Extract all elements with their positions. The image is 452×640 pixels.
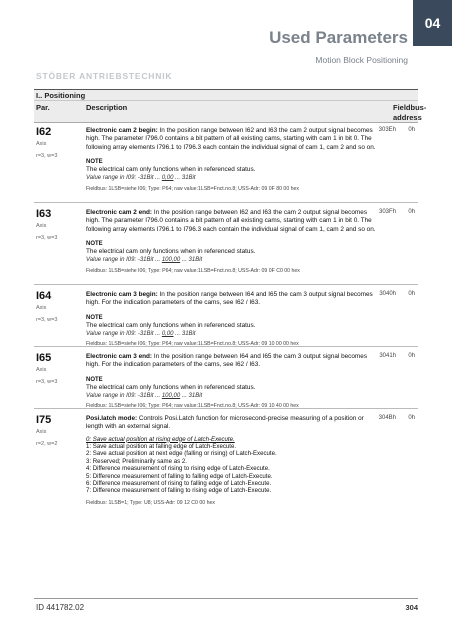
note-label: NOTE xyxy=(86,240,103,247)
param-cell xyxy=(36,208,82,241)
fieldbus-info: Fieldbus: 1LSB=siehe I06; Type: P64; raw value:1LSB=Fnct.no.8; USS-Adr: 09 0F C0 00 hex xyxy=(86,267,300,274)
param-label: Electronic cam 3 end: xyxy=(86,353,153,360)
column-par: Par. xyxy=(36,103,50,112)
param-axis: Axis xyxy=(36,305,47,311)
page-subtitle: Motion Block Positioning xyxy=(315,55,408,65)
param-cell xyxy=(36,290,82,323)
param-axis: Axis xyxy=(36,141,47,147)
note-text: The electrical cam only functions when in referenced status. xyxy=(86,248,256,256)
fieldbus-info: Fieldbus: 1LSB=siehe I06; Type: P64; raw value:1LSB=Fnct.no.8; USS-Adr: 09 10 40 00 hex xyxy=(86,403,299,410)
page-number: 304 xyxy=(405,603,418,612)
option-item: 4: Difference measurement of rising to rising edge of Latch-Execute. xyxy=(86,465,270,473)
value-range: Value range in I09: -31Bit ... 100,00 ... 31Bit xyxy=(86,393,203,400)
fieldbus-address: 303Fh xyxy=(378,209,396,215)
section-heading: I.. Positioning xyxy=(34,89,418,101)
fieldbus-subindex: 0h xyxy=(408,127,415,133)
param-access: r=2, w=2 xyxy=(36,441,58,447)
fieldbus-subindex: 0h xyxy=(408,353,415,359)
param-code: I64 xyxy=(36,290,52,302)
param-access: r=3, w=3 xyxy=(36,317,58,323)
fieldbus-info: Fieldbus: 1LSB=siehe I06; Type: P64; raw value:1LSB=Fnct.no.8; USS-Adr: 09 10 00 00 hex xyxy=(86,341,299,348)
fieldbus-subindex: 0h xyxy=(408,209,415,215)
table-row-i62 xyxy=(34,124,418,203)
value-range: Value range in I09: -31Bit ... 0,00 ... 31Bit xyxy=(86,175,196,182)
note-text: The electrical cam only functions when in referenced status. xyxy=(86,383,256,391)
param-access: r=3, w=3 xyxy=(36,153,58,159)
param-code: I62 xyxy=(36,126,52,138)
value-range: Value range in I09: -31Bit ... 100,00 ... 31Bit xyxy=(86,257,203,264)
fieldbus-address: 304Bh xyxy=(378,415,396,421)
chapter-tab: 04 xyxy=(413,0,452,46)
description-cell xyxy=(86,291,382,349)
param-code: I63 xyxy=(36,208,52,220)
param-text: In the position range between I62 and I63 the cam 2 output signal becomes high. The parameter I796.0 contains a bit pattern of all existing cams, starting with cam 1 in bit 0. The following array elements I796.1 to I796.3 each contain the individual signal of cam 1, cam 2 and so on. xyxy=(86,127,376,151)
param-access: r=3, w=3 xyxy=(36,235,58,241)
param-cell xyxy=(36,126,82,159)
param-text: In the position range between I62 and I63 the cam 2 output signal becomes high. The parameter I796.0 contains a bit pattern of all existing cams, starting with cam 1 in bit 0. The following array elements I796.1 to I796.3 each contain the individual signal of cam 1, cam 2 and so on. xyxy=(86,209,376,233)
option-item: 5: Difference measurement of falling to falling edge of Latch-Execute. xyxy=(86,472,273,480)
option-item: 1: Save actual position at falling edge of Latch-Execute. xyxy=(86,443,237,450)
fieldbus-address: 3041h xyxy=(379,353,396,359)
brand-name: STÖBER ANTRIEBSTECHNIK xyxy=(36,71,173,81)
description-cell xyxy=(86,353,382,411)
table-row-i63 xyxy=(34,206,418,285)
param-label: Posi.latch mode: xyxy=(86,415,138,422)
param-access: r=3, w=3 xyxy=(36,379,58,385)
param-code: I65 xyxy=(36,352,52,364)
note-label: NOTE xyxy=(86,376,103,383)
param-label: Electronic cam 3 begin: xyxy=(86,291,158,298)
option-item: 6: Difference measurement of rising to falling edge of Latch-Execute. xyxy=(86,480,272,488)
option-item: 0: Save actual position at rising edge of Latch-Execute. xyxy=(86,435,235,443)
page-title: Used Parameters xyxy=(269,28,408,47)
document-id: ID 441782.02 xyxy=(36,603,85,612)
param-axis: Axis xyxy=(36,367,47,373)
option-item: 2: Save actual position at next edge (falling or rising) of Latch-Execute. xyxy=(86,450,277,458)
table-row-i65 xyxy=(34,350,418,409)
description-cell xyxy=(86,127,382,193)
fieldbus-subindex: 0h xyxy=(408,291,415,297)
value-range: Value range in I09: -31Bit ... 0,00 ... 31Bit xyxy=(86,331,196,338)
description-cell xyxy=(86,209,382,275)
param-text: In the position range between I64 and I65 the cam 3 output signal becomes high. For the indication parameters of the cams, see I62 / I63. xyxy=(86,291,373,307)
param-cell xyxy=(36,352,82,385)
note-label: NOTE xyxy=(86,158,103,165)
table-row-i75 xyxy=(34,412,418,532)
footer-divider xyxy=(34,598,418,599)
table-row-i64 xyxy=(34,288,418,347)
param-text: Controls Posi.Latch function for microsecond-precise measuring of a position or length with an external signal. xyxy=(86,415,364,431)
table-header xyxy=(34,101,427,123)
option-item: 3: Reserved; Preliminarily same as 2. xyxy=(86,457,187,465)
fieldbus-address: 3040h xyxy=(379,291,396,297)
param-label: Electronic cam 2 end: xyxy=(86,209,153,216)
column-fieldbus: Fieldbus-address xyxy=(393,103,427,122)
option-list xyxy=(86,436,382,495)
fieldbus-subindex: 0h xyxy=(408,415,415,421)
note-text: The electrical cam only functions when in referenced status. xyxy=(86,166,256,174)
param-label: Electronic cam 2 begin: xyxy=(86,127,158,134)
note-label: NOTE xyxy=(86,314,103,321)
param-text: In the position range between I64 and I65 the cam 3 output signal becomes high. For the indication parameters of the cams, see I62 / I63. xyxy=(86,353,368,369)
note-text: The electrical cam only functions when in referenced status. xyxy=(86,321,256,329)
description-cell xyxy=(86,415,382,507)
param-cell xyxy=(36,414,82,447)
param-axis: Axis xyxy=(36,223,47,229)
column-description: Description xyxy=(86,103,128,112)
param-axis: Axis xyxy=(36,429,47,435)
fieldbus-info: Fieldbus: 1LSB=siehe I06; Type: P64; raw value:1LSB=Fnct.no.8; USS-Adr: 09 0F 80 00 hex xyxy=(86,185,300,192)
fieldbus-info: Fieldbus: 1LSB=1; Type: U8; USS-Adr: 09 12 C0 00 hex xyxy=(86,499,215,506)
fieldbus-address: 303Eh xyxy=(378,127,396,133)
option-item: 7: Difference measurement of falling to rising edge of Latch-Execute. xyxy=(86,487,272,495)
param-code: I75 xyxy=(36,414,52,426)
